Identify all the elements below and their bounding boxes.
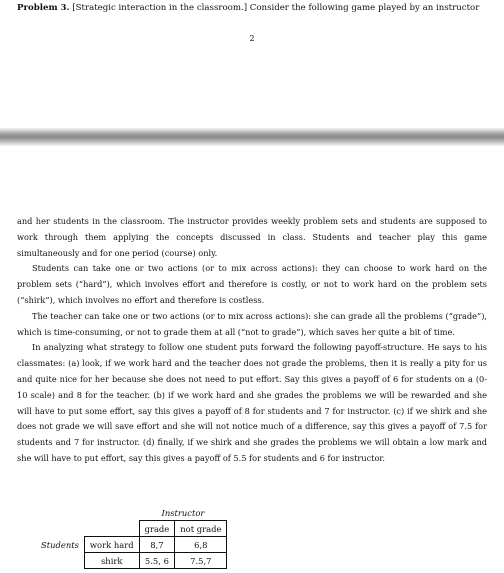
- column-player-label: Instructor: [161, 507, 205, 518]
- table-row: [36, 505, 227, 521]
- paragraph-continuation: and her students in the classroom. The instructor provides weekly problem sets and students are supposed to work through them applying the concepts discussed in class. Students and teacher play this game simultaneously and for one period (course) only.: [17, 216, 487, 258]
- paragraph-teacher-actions: The teacher can take one or two actions (or to mix across actions): she can grade all the problems (“grade”), which is time-consuming, or not to grade them at all (“not to grade”), which saves her quite a bit of time.: [17, 310, 487, 337]
- row-header: work hard: [84, 537, 139, 553]
- payoff-matrix: [36, 505, 227, 569]
- problem-label: Problem 3.: [17, 3, 70, 13]
- table-row: [36, 537, 227, 553]
- paragraph-students-actions: Students can take one or two actions (or to mix across actions): they can choose to work hard on the problem sets (“hard”), which involves effort and therefore is costly, or not to work hard on the problem sets (“shirk”), which involves no effort and therefore is costless.: [17, 263, 487, 305]
- payoff-cell: 6,8: [175, 537, 227, 553]
- column-header: grade: [139, 521, 175, 537]
- column-header: not grade: [175, 521, 227, 537]
- row-player-label: Students: [41, 539, 79, 550]
- paragraph-payoff-structure: In analyzing what strategy to follow one student puts forward the following payoff-structure. He says to his classmates: (a) look, if we work hard and the teacher does not grade the problems, then it is really a pity for us and quite nice for her because she does not need to put effort. Say this gives a payoff of 6 for students on a (0-10 scale) and 8 for the teacher. (b) if we work hard and she grades the problems we will be rewarded and she will have to put some effort, say this gives a payoff of 8 for students and 7 for instructor. (c) if we shirk and she does not grade we will save effort and she will not notice much of a difference, say this gives a payoff of 7.5 for students and 7 for instructor. (d) finally, if we shirk and she grades the problems we will obtain a low mark and she will have to put effort, say this gives a payoff of 5.5 for students and 6 for instructor.: [17, 342, 487, 463]
- row-header: shirk: [84, 553, 139, 569]
- payoff-cell: 5.5, 6: [139, 553, 175, 569]
- problem-body: [17, 214, 487, 467]
- page-break-divider: [0, 128, 504, 146]
- payoff-cell: 7.5,7: [175, 553, 227, 569]
- table-row: [36, 553, 227, 569]
- page-top: [0, 0, 504, 128]
- problem-intro: [Strategic interaction in the classroom.] Consider the following game played by an instructor: [72, 3, 480, 13]
- payoff-cell: 8,7: [139, 537, 175, 553]
- page-number: 2: [249, 34, 255, 43]
- table-row: [36, 521, 227, 537]
- problem-heading: [17, 2, 497, 14]
